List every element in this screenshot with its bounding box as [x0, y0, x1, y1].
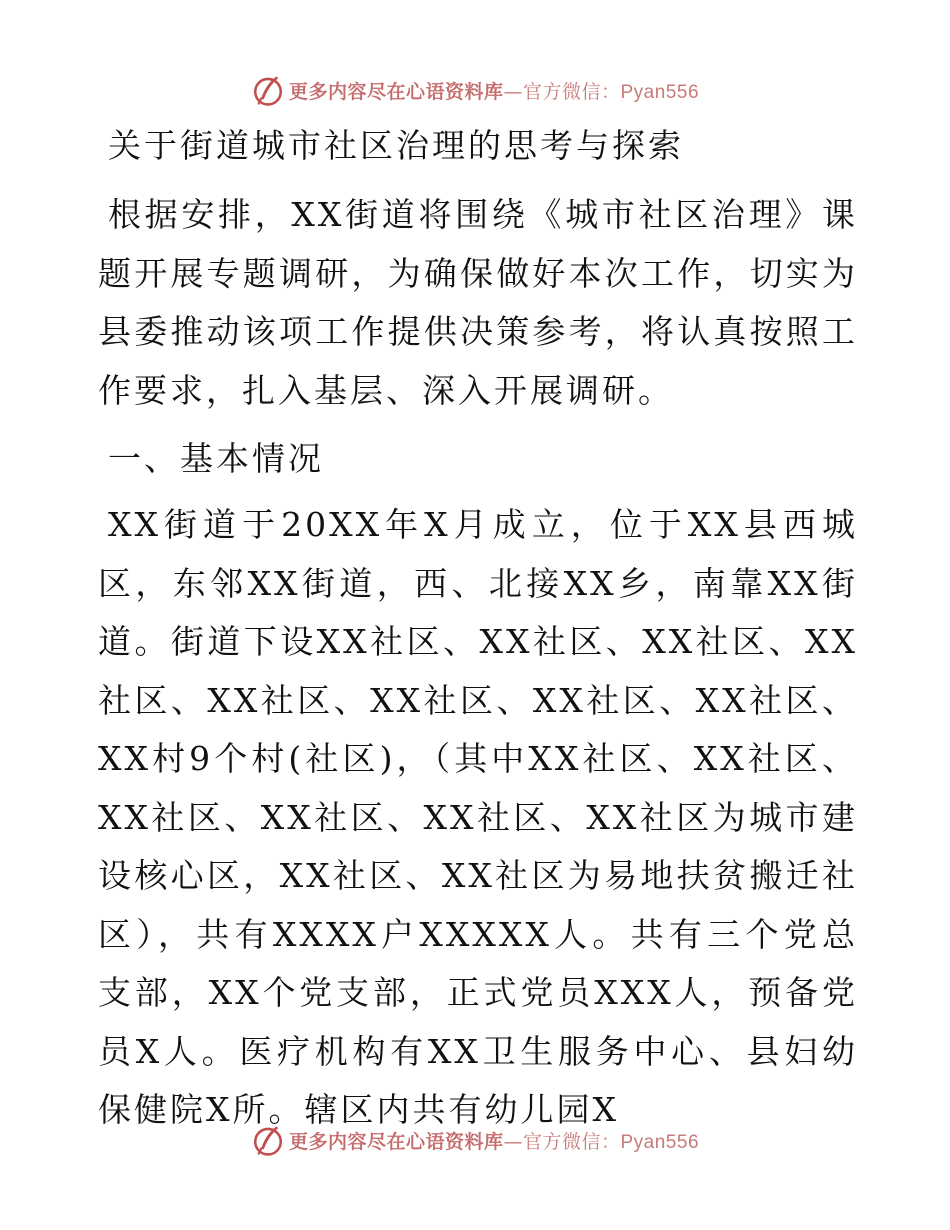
quill-logo-icon: [251, 73, 285, 107]
watermark-text: 更多内容尽在心语资料库—官方微信：Pyan556: [288, 1130, 700, 1153]
watermark-text: 更多内容尽在心语资料库—官方微信：Pyan556: [288, 80, 700, 103]
document-body: [98, 118, 858, 1140]
intro-paragraph: 根据安排，XX街道将围绕《城市社区治理》课题开展专题调研，为确保做好本次工作，切实为县委推动该项工作提供决策参考，将认真按照工作要求，扎入基层、深入开展调研。: [98, 195, 858, 410]
section-heading-basic-situation: 一、基本情况: [108, 439, 324, 478]
basic-situation-paragraph: XX街道于20XX年X月成立，位于XX县西城区，东邻XX街道，西、北接XX乡，南靠XX街道。街道下设XX社区、XX社区、XX社区、XX社区、XX社区、XX社区、XX社区、XX社区、XX村9个村(社区)，（其中XX社区、XX社区、XX社区、XX社区、XX社区、XX社区为城市建设核心区，XX社区、XX社区为易地扶贫搬迁社区），共有XXXX户XXXXX人。共有三个党总支部，XX个党支部，正式党员XXX人，预备党员X人。医疗机构有XX卫生服务中心、县妇幼保健院X所。辖区内共有幼儿园X: [98, 505, 858, 1129]
header-watermark: [0, 72, 950, 108]
document-title: 关于街道城市社区治理的思考与探索: [108, 126, 684, 165]
quill-logo-icon: [251, 1123, 285, 1157]
footer-watermark: [0, 1122, 950, 1158]
